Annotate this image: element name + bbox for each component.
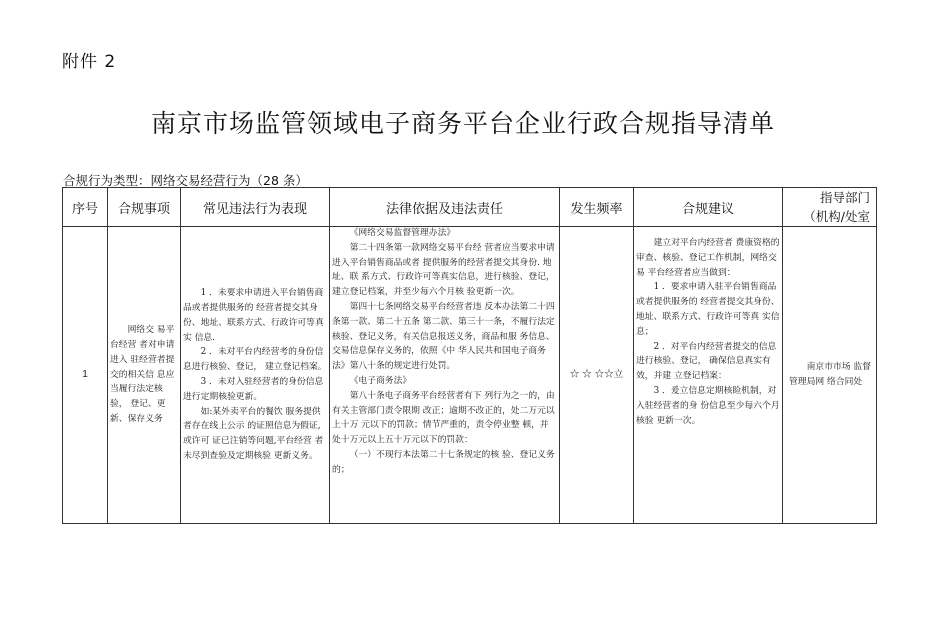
violation-text: 1 ．未要求申请进入平台销售商品或者提供服务的 经营者提交其身份、地址、联系方式、行政许可等真实 信息. xyxy=(183,288,324,343)
header-item: 合规事项 xyxy=(108,188,181,227)
violation-text: 3 ．未对入驻经营者的身份信息进行定期核验更新。 xyxy=(183,377,324,402)
law-text: （一）不现行本法第二十七条规定的核 验、登记义务的； xyxy=(332,449,555,475)
advice-text: 2 ．对平台内经营者提交的信息进行核验、登记， 确保信息真实有效，并建 立登记档案： xyxy=(636,341,777,382)
compliance-table xyxy=(62,187,877,524)
cell-law xyxy=(330,227,560,524)
table-row xyxy=(63,227,877,524)
table-header-row xyxy=(63,188,877,227)
cell-frequency xyxy=(560,227,634,524)
document-title: 南京市场监管领域电子商务平台企业行政合规指导清单 xyxy=(150,109,775,138)
header-department: 指导部门 （机构/处室 xyxy=(783,188,877,227)
advice-text: 3 ．爰立信息定期核睑机制，对入驻经营者的身 份信息至少每六个月核验 更新一次。 xyxy=(636,385,780,426)
advice-text: 1 ．要求申请入驻平台销售商品或者提供服务的 经营者提交其身份、地址、联系方式、行政许可等真 实信息； xyxy=(636,282,780,337)
cell-item xyxy=(108,227,181,524)
department-text: 南京市市场 监督管理局网 络合同处 xyxy=(789,362,871,387)
header-seq: 序号 xyxy=(63,188,108,227)
header-advice: 合规建议 xyxy=(634,188,783,227)
law-heading: 《电子商务法》 xyxy=(349,375,412,386)
law-heading: 《网络交易监督管理办法》 xyxy=(349,228,456,238)
header-law: 法律依据及违法责任 xyxy=(330,188,560,227)
advice-text: 建立对平台内经营者 费康资格的审查、核验、登记工作机制，网络交易 平台经营者应当做到： xyxy=(636,238,780,278)
cell-seq: 1 xyxy=(63,227,108,524)
cell-department xyxy=(783,227,877,524)
item-text: 网络交 易平台经营 者对申请进入 驻经营者提 交的相关信 息应当履行法定核验， 登记、更新、保存义务 xyxy=(110,325,175,424)
law-text: 第四十七条网络交易平台经营者违 反本办法第二十四条第一款、第二十五条 第二款、第三十一条，不履行法定核验、登记义务，有关信息报送义务，商品和服 务信息、交易信息保存义务的，依照《中 华人民共和国电子商务法》第八十条的规定进行处罚。 xyxy=(332,301,555,372)
header-frequency: 发生频率 xyxy=(560,188,634,227)
violation-text: 2 ．未对平台内经营考的身份信息进行核验、登记， 建立登记档案。 xyxy=(183,347,327,373)
header-violations: 常见违法行为表现 xyxy=(181,188,330,227)
attachment-label: 附件 2 xyxy=(62,52,117,72)
violation-example: 如:某外卖平台的餐饮 服务提供者存在线上公示 的证照信息为假证,或许可 证已注销等问题,平台经营 者未尽到查验及定期核验 更新义务。 xyxy=(183,406,324,461)
cell-advice xyxy=(634,227,783,524)
frequency-rating: ☆ ☆ ☆☆立 xyxy=(569,368,624,380)
behavior-category: 合规行为类型：网络交易经营行为（28 条） xyxy=(63,173,308,188)
law-text: 第八十条电子商务平台经营者有下 列行为之一的，由有关主管部门责令限期 改正；逾期不改正的，处二万元以上十万 元以下的罚款；情节严重的，责令停业整 顿，并处十万元以上五十万元以下的罚款： xyxy=(332,390,555,446)
cell-violations xyxy=(181,227,330,524)
law-text: 第二十四条第一款网络交易平台经 营者应当要求申请进入平台销售商品或者 提供服务的经营者提交其身份. 地址、联 系方式、行政许可等真实信息，进行核验、登记，建立登记档案，并至少每六个月核 验更新一次。 xyxy=(332,242,555,298)
